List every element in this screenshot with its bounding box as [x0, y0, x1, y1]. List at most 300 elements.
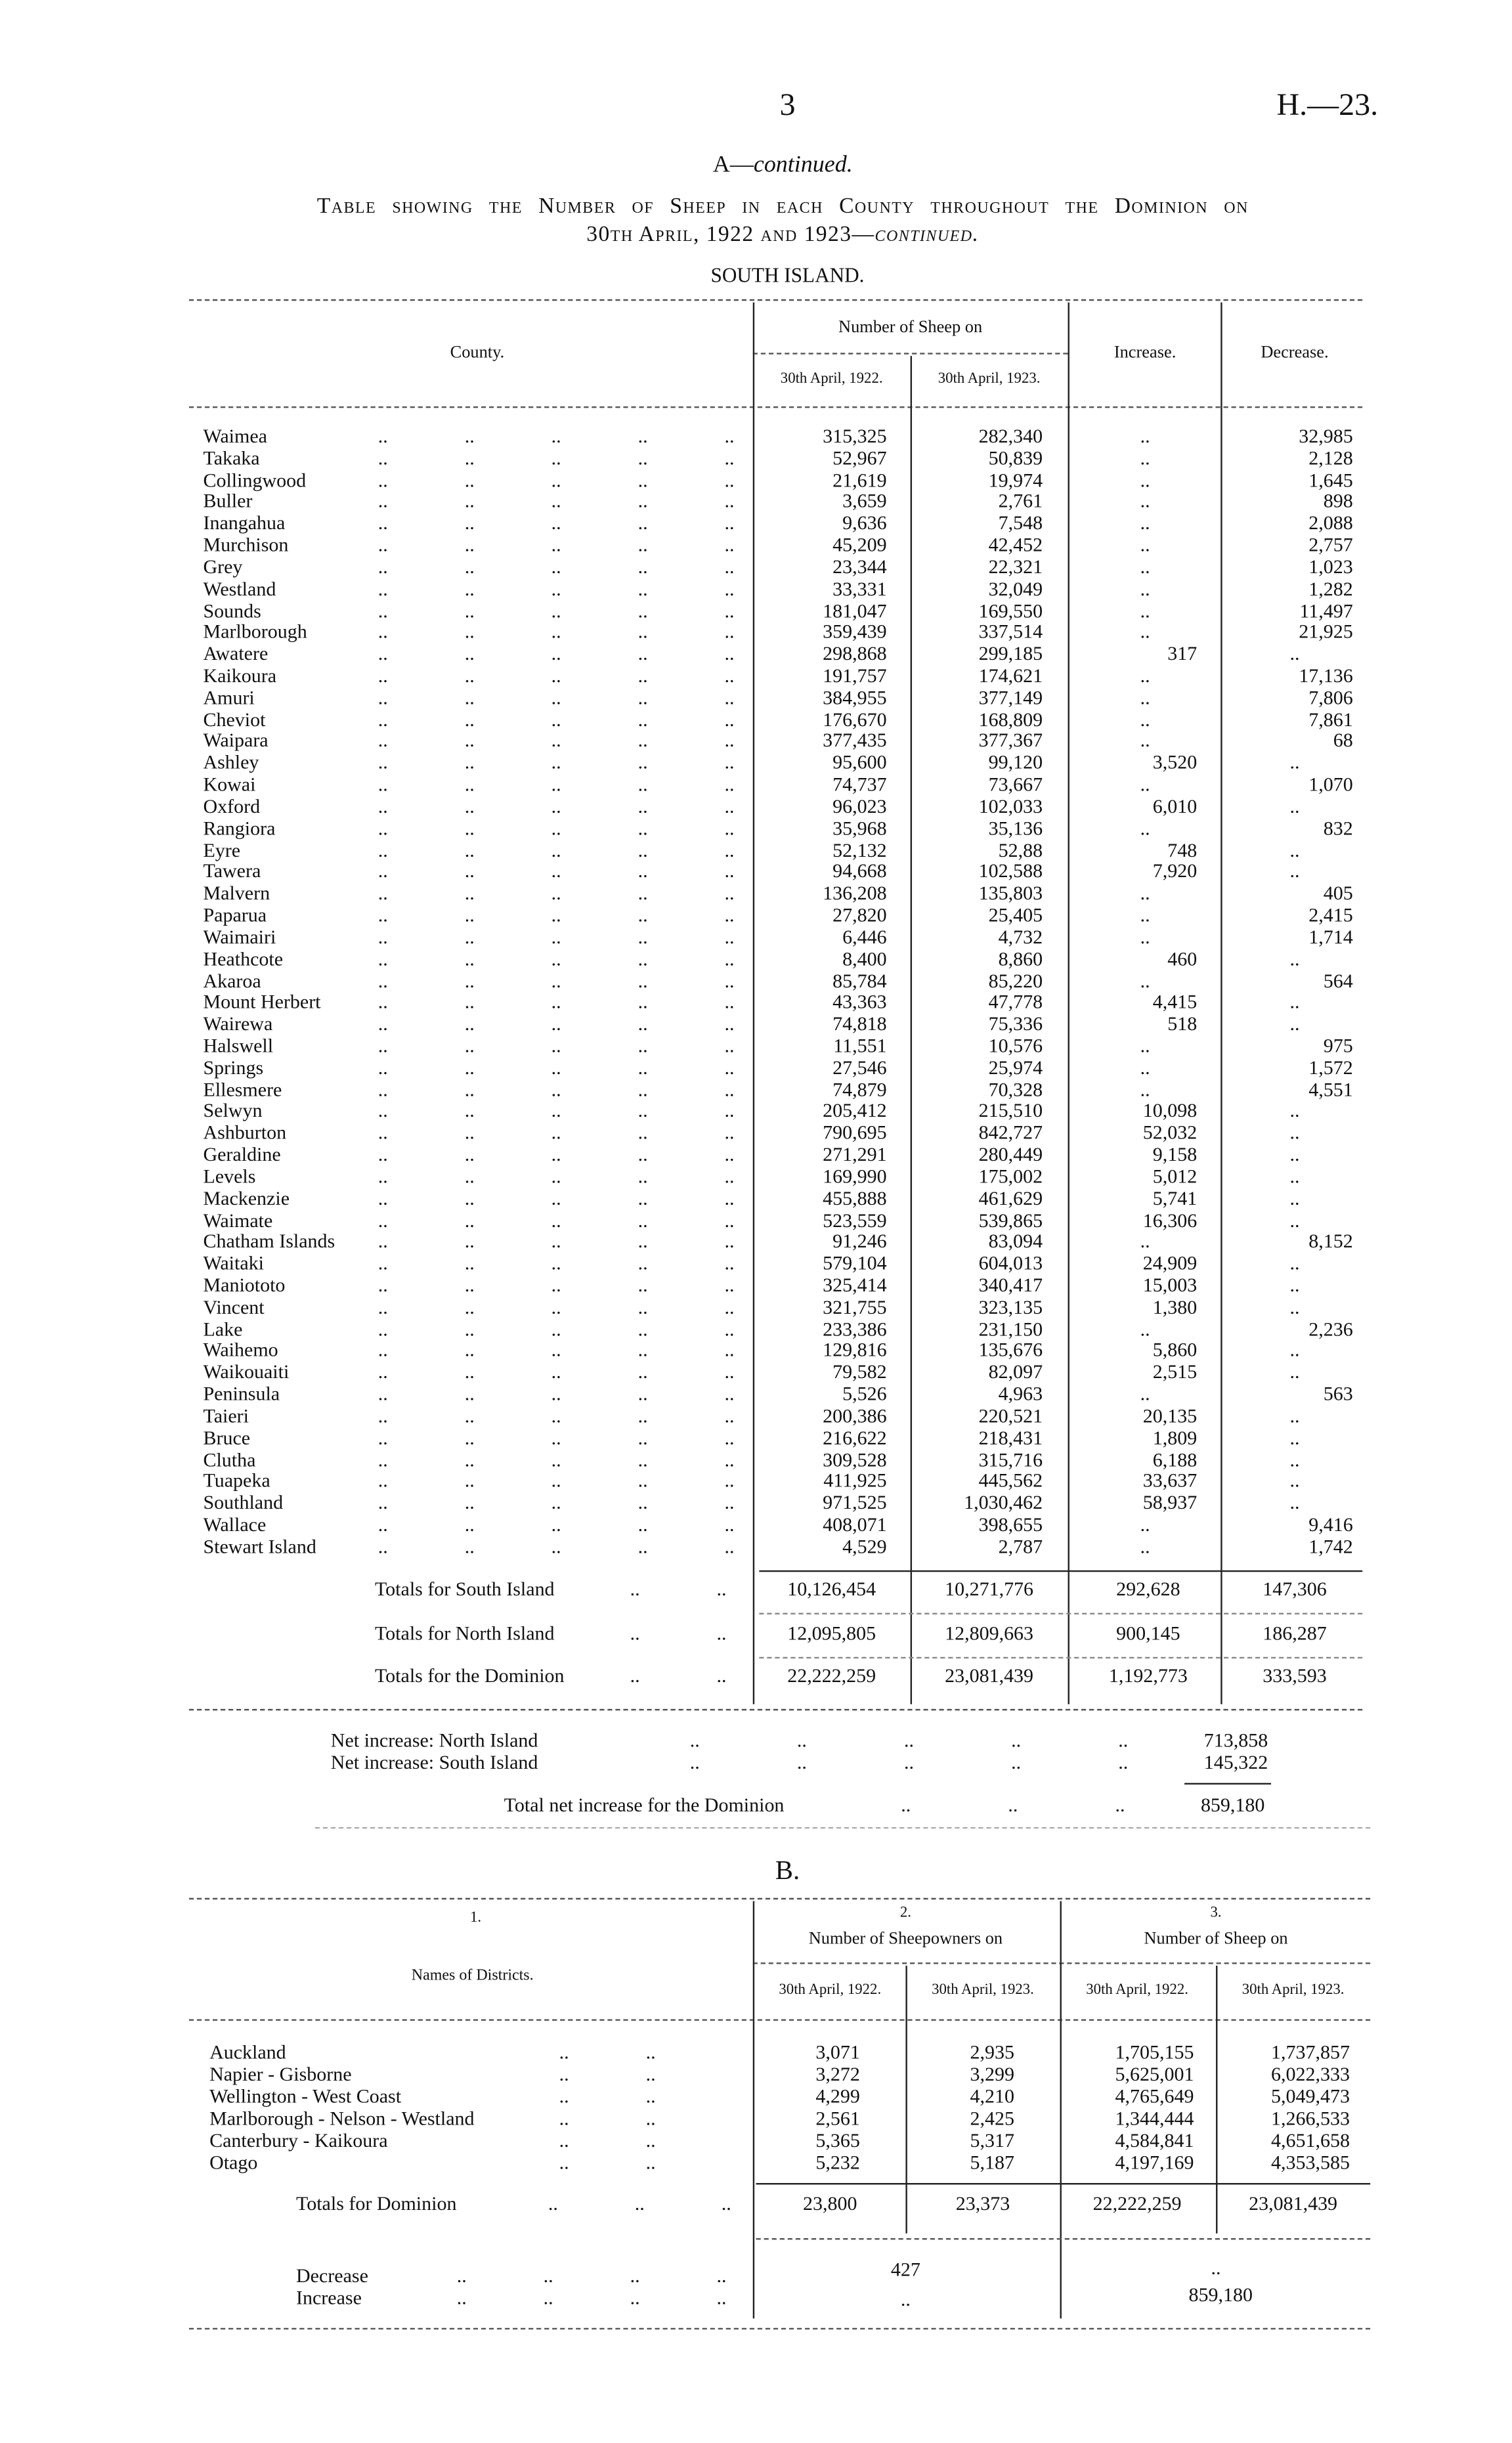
total-1923: 23,081,439	[945, 1665, 1034, 1688]
column-divider	[1220, 303, 1222, 1704]
sheep-1922: 11,551	[833, 1035, 887, 1057]
document-reference: H.—23.	[1276, 88, 1379, 123]
leader-dots: ..	[724, 708, 735, 731]
sheep-1923: 220,521	[978, 1404, 1043, 1427]
leader-dots: ..	[464, 882, 475, 905]
county-name: Waimate	[203, 1209, 273, 1231]
net-increase-north-value: 713,858	[1203, 1729, 1268, 1752]
increase-value: 5,012	[1152, 1165, 1198, 1188]
sheep-1923: 32,049	[988, 577, 1043, 600]
increase-value: 518	[1167, 1012, 1198, 1035]
section-a-heading	[713, 153, 853, 180]
net-increase-south-label: Net increase: South Island	[330, 1751, 538, 1774]
sheep-1922: 408,071	[823, 1513, 887, 1536]
decrease-value: ..	[1289, 1252, 1300, 1275]
totals-rule	[756, 2183, 1371, 2184]
increase-value: ..	[1140, 708, 1150, 731]
sheep-1923-header: 30th April, 1923.	[1242, 1983, 1345, 1999]
leader-dots: ..	[551, 773, 561, 796]
increase-value: ..	[1140, 1056, 1150, 1079]
decrease-value: 9,416	[1308, 1513, 1353, 1536]
sheep-1922: 233,386	[823, 1318, 887, 1340]
sheep-1922: 309,528	[823, 1448, 887, 1471]
sheep-1923: 85,220	[988, 969, 1043, 992]
decrease-value: ..	[1289, 1470, 1300, 1492]
leader-dots: ..	[378, 1121, 388, 1144]
leader-dots: ..	[551, 446, 561, 469]
leader-dots: ..	[464, 1056, 475, 1079]
county-name: Waimairi	[203, 926, 276, 948]
leader-dots: ..	[378, 1492, 388, 1514]
county-name: Ashburton	[203, 1121, 287, 1144]
leader-dots: ..	[551, 1121, 561, 1144]
increase-value: ..	[1140, 773, 1150, 796]
leader-dots: ..	[378, 860, 388, 883]
sheep-1922: 181,047	[823, 599, 887, 622]
sheep-1922: 27,820	[832, 904, 887, 926]
decrease-value: ..	[1289, 1165, 1300, 1188]
leader-dots: ..	[637, 664, 648, 687]
sheep-1922: 3,659	[842, 490, 887, 513]
sheep-1923: 6,022,333	[1270, 2063, 1350, 2086]
sheepowners-header: Number of Sheepowners on	[808, 1929, 1003, 1949]
leader-dots: ..	[724, 1383, 735, 1406]
leader-dots: ..	[724, 926, 735, 948]
increase-value: ..	[1140, 969, 1150, 992]
total-1923: 10,271,776	[945, 1578, 1034, 1601]
leader-dots: ..	[551, 947, 561, 970]
increase-value: ..	[1140, 729, 1150, 752]
sheep-1923: 83,094	[988, 1230, 1043, 1253]
leader-dots: ..	[378, 512, 388, 534]
leader-dots: ..	[724, 1492, 735, 1514]
leader-dots: ..	[630, 1622, 640, 1644]
county-name: Ashley	[203, 752, 259, 774]
leader-dots: ..	[724, 882, 735, 905]
increase-value: 3,520	[1152, 752, 1198, 774]
sheep-1922: 91,246	[832, 1230, 887, 1253]
leader-dots: ..	[716, 2264, 727, 2287]
leader-dots: ..	[464, 860, 475, 883]
column-divider	[753, 1901, 754, 2319]
leader-dots: ..	[464, 1187, 475, 1209]
total-1923: 12,809,663	[945, 1622, 1034, 1644]
section-a-heading-italic: continued.	[753, 152, 853, 179]
decrease-value: 563	[1323, 1383, 1353, 1406]
leader-dots: ..	[378, 882, 388, 905]
table-top-rule	[189, 299, 1362, 301]
leader-dots: ..	[551, 1492, 561, 1514]
leader-dots: ..	[551, 1295, 561, 1318]
leader-dots: ..	[637, 446, 648, 469]
leader-dots: ..	[637, 1448, 648, 1471]
decrease-value: ..	[1289, 947, 1300, 970]
sheep-1922: 23,344	[832, 555, 887, 578]
leader-dots: ..	[378, 1100, 388, 1123]
increase-value: ..	[1140, 882, 1150, 905]
leader-dots: ..	[724, 490, 735, 513]
decrease-value: ..	[1289, 1187, 1300, 1209]
leader-dots: ..	[551, 599, 561, 622]
total-1922: 22,222,259	[787, 1665, 876, 1688]
leader-dots: ..	[637, 621, 648, 643]
leader-dots: ..	[551, 664, 561, 687]
leader-dots: ..	[637, 1513, 648, 1536]
leader-dots: ..	[464, 599, 475, 622]
county-name: Murchison	[203, 534, 289, 557]
decrease-value: ..	[1289, 1012, 1300, 1035]
leader-dots: ..	[464, 469, 475, 491]
leader-dots: ..	[464, 795, 475, 817]
leader-dots: ..	[378, 577, 388, 600]
leader-dots: ..	[378, 708, 388, 731]
leader-dots: ..	[464, 1448, 475, 1471]
sheep-1922: 74,818	[832, 1012, 887, 1035]
leader-dots: ..	[378, 1187, 388, 1209]
leader-dots: ..	[464, 1230, 475, 1253]
county-name: Rangiora	[203, 817, 276, 840]
leader-dots: ..	[637, 643, 648, 665]
decrease-label: Decrease	[296, 2264, 368, 2287]
decrease-value: 1,572	[1308, 1056, 1353, 1079]
sheep-1923: 102,588	[978, 860, 1043, 883]
leader-dots: ..	[378, 1383, 388, 1406]
decrease-value: 898	[1323, 490, 1353, 513]
increase-value: 317	[1167, 643, 1198, 665]
total-1922: 10,126,454	[787, 1578, 876, 1601]
header-bottom-rule	[189, 406, 1362, 408]
leader-dots: ..	[378, 817, 388, 840]
leader-dots: ..	[637, 1230, 648, 1253]
leader-dots: ..	[464, 1078, 475, 1100]
leader-dots: ..	[637, 1383, 648, 1406]
sheep-1923: 35,136	[988, 817, 1043, 840]
owners-1923: 2,425	[970, 2107, 1014, 2129]
leader-dots: ..	[551, 425, 561, 448]
decrease-value: ..	[1289, 860, 1300, 883]
increase-value: ..	[1140, 686, 1150, 709]
county-name: Amuri	[203, 686, 255, 709]
sheep-1923: 2,761	[998, 490, 1043, 513]
county-name: Halswell	[203, 1035, 274, 1057]
leader-dots: ..	[464, 1535, 475, 1558]
leader-dots: ..	[724, 1404, 735, 1427]
leader-dots: ..	[551, 926, 561, 948]
sheep-1922: 43,363	[832, 991, 887, 1014]
leader-dots: ..	[716, 1665, 727, 1688]
leader-dots: ..	[378, 729, 388, 752]
leader-dots: ..	[551, 991, 561, 1014]
leader-dots: ..	[637, 599, 648, 622]
sheep-1922: 129,816	[823, 1339, 887, 1362]
region-heading: SOUTH ISLAND.	[710, 263, 865, 287]
leader-dots: ..	[724, 1339, 735, 1362]
leader-dots: ..	[464, 1012, 475, 1035]
leader-dots: ..	[464, 969, 475, 992]
leader-dots: ..	[637, 1339, 648, 1362]
county-column-header: County.	[450, 343, 505, 362]
leader-dots: ..	[724, 947, 735, 970]
county-name: Springs	[203, 1056, 264, 1079]
sheep-1923: 99,120	[988, 752, 1043, 774]
leader-dots: ..	[637, 512, 648, 534]
county-name: Stewart Island	[203, 1535, 316, 1558]
leader-dots: ..	[464, 991, 475, 1014]
leader-dots: ..	[464, 1383, 475, 1406]
leader-dots: ..	[724, 729, 735, 752]
increase-value: 2,515	[1152, 1361, 1198, 1383]
sheep-1923: 25,974	[988, 1056, 1043, 1079]
sheep-1922: 205,412	[823, 1100, 887, 1123]
decrease-value: ..	[1289, 1426, 1300, 1449]
leader-dots: ..	[378, 1078, 388, 1100]
net-increase-south-value: 145,322	[1203, 1751, 1268, 1774]
sheep-1922: 8,400	[842, 947, 887, 970]
leader-dots: ..	[551, 686, 561, 709]
leader-dots: ..	[637, 1535, 648, 1558]
district-name: Canterbury - Kaikoura	[209, 2129, 388, 2151]
leader-dots: ..	[724, 1274, 735, 1297]
leader-dots: ..	[456, 2287, 467, 2309]
total-sheep-1922: 22,222,259	[1092, 2192, 1182, 2215]
owners-1922-header: 30th April, 1922.	[779, 1983, 882, 1999]
leader-dots: ..	[551, 1100, 561, 1123]
leader-dots: ..	[464, 512, 475, 534]
total-decrease: 186,287	[1263, 1622, 1327, 1644]
decrease-value: 1,714	[1308, 926, 1353, 948]
leader-dots: ..	[464, 1274, 475, 1297]
owners-1922: 2,561	[815, 2107, 860, 2129]
sheep-1923: 70,328	[988, 1078, 1043, 1100]
leader-dots: ..	[559, 2129, 569, 2151]
county-name: Ellesmere	[203, 1078, 282, 1100]
owners-1922: 5,365	[815, 2129, 860, 2151]
increase-value: 16,306	[1142, 1209, 1198, 1231]
leader-dots: ..	[551, 1383, 561, 1406]
leader-dots: ..	[551, 1318, 561, 1340]
county-name: Taieri	[203, 1404, 249, 1427]
increase-value: ..	[1140, 817, 1150, 840]
county-name: Bruce	[203, 1426, 251, 1449]
county-name: Levels	[203, 1165, 256, 1188]
leader-dots: ..	[551, 555, 561, 578]
leader-dots: ..	[637, 1100, 648, 1123]
sheep-1922: 579,104	[823, 1252, 887, 1275]
leader-dots: ..	[464, 1404, 475, 1427]
county-name: Waikouaiti	[203, 1361, 290, 1383]
leader-dots: ..	[551, 534, 561, 557]
row-rule	[759, 1613, 1362, 1614]
header-rule	[753, 353, 1068, 354]
divider	[315, 1827, 1370, 1828]
sheep-1922: 27,546	[832, 1056, 887, 1079]
increase-value: 1,380	[1152, 1295, 1198, 1318]
decrease-value: 2,415	[1308, 904, 1353, 926]
leader-dots: ..	[551, 1470, 561, 1492]
leader-dots: ..	[548, 2192, 558, 2215]
sheep-1923: 337,514	[978, 621, 1043, 643]
sheep-1922: 4,529	[842, 1535, 887, 1558]
leader-dots: ..	[724, 904, 735, 926]
total-owners-1922: 23,800	[803, 2192, 857, 2215]
increase-value: 5,741	[1152, 1187, 1198, 1209]
leader-dots: ..	[1118, 1751, 1129, 1774]
county-name: Mount Herbert	[203, 991, 321, 1014]
increase-value: ..	[1140, 1513, 1150, 1536]
sheep-1923: 19,974	[988, 469, 1043, 491]
increase-value: 15,003	[1142, 1274, 1198, 1297]
increase-value: ..	[1140, 904, 1150, 926]
sheep-1922: 21,619	[832, 469, 887, 491]
leader-dots: ..	[378, 490, 388, 513]
leader-dots: ..	[724, 1187, 735, 1209]
sheep-1922: 455,888	[823, 1187, 887, 1209]
leader-dots: ..	[724, 1513, 735, 1536]
leader-dots: ..	[630, 1578, 640, 1601]
sheep-1923: 102,033	[978, 795, 1043, 817]
leader-dots: ..	[1011, 1751, 1022, 1774]
sheep-1923: 282,340	[978, 425, 1043, 448]
leader-dots: ..	[378, 795, 388, 817]
col1-number: 1.	[469, 1910, 482, 1926]
leader-dots: ..	[464, 1339, 475, 1362]
leader-dots: ..	[630, 2264, 640, 2287]
increase-value: ..	[1140, 555, 1150, 578]
leader-dots: ..	[630, 2287, 640, 2309]
county-name: Paparua	[203, 904, 267, 926]
owners-1922: 3,071	[815, 2041, 860, 2064]
leader-dots: ..	[464, 534, 475, 557]
leader-dots: ..	[378, 904, 388, 926]
leader-dots: ..	[551, 1404, 561, 1427]
leader-dots: ..	[464, 446, 475, 469]
county-name: Wallace	[203, 1513, 267, 1536]
sheep-1922: 216,622	[823, 1426, 887, 1449]
leader-dots: ..	[464, 729, 475, 752]
county-name: Marlborough	[203, 621, 307, 643]
leader-dots: ..	[637, 1209, 648, 1231]
leader-dots: ..	[724, 534, 735, 557]
increase-value: ..	[1140, 512, 1150, 534]
sheep-1922: 4,584,841	[1115, 2129, 1194, 2151]
leader-dots: ..	[724, 1143, 735, 1166]
sheep-header: Number of Sheep on	[1144, 1929, 1288, 1949]
sheep-1923: 75,336	[988, 1012, 1043, 1035]
leader-dots: ..	[378, 1012, 388, 1035]
leader-dots: ..	[724, 817, 735, 840]
leader-dots: ..	[637, 773, 648, 796]
county-name: Mackenzie	[203, 1187, 290, 1209]
leader-dots: ..	[1011, 1729, 1022, 1752]
increase-value: 20,135	[1142, 1404, 1198, 1427]
leader-dots: ..	[637, 708, 648, 731]
increase-value: 7,920	[1152, 860, 1198, 883]
district-name: Marlborough - Nelson - Westland	[209, 2107, 475, 2129]
leader-dots: ..	[464, 643, 475, 665]
leader-dots: ..	[559, 2041, 569, 2064]
leader-dots: ..	[551, 1513, 561, 1536]
decrease-value: 564	[1323, 969, 1353, 992]
leader-dots: ..	[551, 1448, 561, 1471]
increase-value: ..	[1140, 1318, 1150, 1340]
sheep-1922: 384,955	[823, 686, 887, 709]
leader-dots: ..	[551, 1035, 561, 1057]
col2-number: 2.	[899, 1905, 911, 1922]
decrease-value: 1,282	[1308, 577, 1353, 600]
increase-value: 1,809	[1152, 1426, 1198, 1449]
leader-dots: ..	[637, 947, 648, 970]
leader-dots: ..	[637, 817, 648, 840]
sheep-1923: 52,88	[998, 838, 1043, 861]
sheep-1923: 25,405	[988, 904, 1043, 926]
leader-dots: ..	[724, 1361, 735, 1383]
leader-dots: ..	[378, 1535, 388, 1558]
increase-value: 9,158	[1152, 1143, 1198, 1166]
sheep-1923: 231,150	[978, 1318, 1043, 1340]
leader-dots: ..	[378, 1035, 388, 1057]
date-1923-header: 30th April, 1923.	[938, 372, 1041, 388]
leader-dots: ..	[551, 969, 561, 992]
leader-dots: ..	[637, 1318, 648, 1340]
leader-dots: ..	[559, 2085, 569, 2108]
decrease-value: 11,497	[1299, 599, 1353, 622]
decrease-value: ..	[1289, 1404, 1300, 1427]
sheep-1922: 325,414	[823, 1274, 887, 1297]
increase-value: 748	[1167, 838, 1198, 861]
totals-label: Totals for North Island	[374, 1622, 555, 1644]
decrease-value: ..	[1289, 1121, 1300, 1144]
leader-dots: ..	[724, 555, 735, 578]
decrease-value: 1,023	[1308, 555, 1353, 578]
leader-dots: ..	[464, 817, 475, 840]
leader-dots: ..	[724, 643, 735, 665]
leader-dots: ..	[378, 446, 388, 469]
increase-value: 33,637	[1142, 1470, 1198, 1492]
sheep-1923: 50,839	[988, 446, 1043, 469]
leader-dots: ..	[378, 1318, 388, 1340]
owners-1923: 4,210	[970, 2085, 1014, 2108]
leader-dots: ..	[637, 1035, 648, 1057]
leader-dots: ..	[378, 1056, 388, 1079]
owners-1922: 5,232	[815, 2150, 860, 2173]
increase-value: 460	[1167, 947, 1198, 970]
increase-value: ..	[1140, 926, 1150, 948]
owners-1922: 4,299	[815, 2085, 860, 2108]
leader-dots: ..	[724, 686, 735, 709]
leader-dots: ..	[724, 664, 735, 687]
sheep-1923: 73,667	[988, 773, 1043, 796]
leader-dots: ..	[724, 795, 735, 817]
county-name: Cheviot	[203, 708, 266, 731]
sheep-1922: 45,209	[832, 534, 887, 557]
sheep-1923: 1,266,533	[1270, 2107, 1350, 2129]
leader-dots: ..	[1118, 1729, 1129, 1752]
leader-dots: ..	[464, 838, 475, 861]
leader-dots: ..	[464, 752, 475, 774]
increase-value: 5,860	[1152, 1339, 1198, 1362]
table-title-line-2	[586, 224, 979, 249]
leader-dots: ..	[724, 969, 735, 992]
sheep-1923: 1,737,857	[1270, 2041, 1350, 2064]
sheep-1923: 8,860	[998, 947, 1043, 970]
leader-dots: ..	[637, 882, 648, 905]
leader-dots: ..	[637, 1078, 648, 1100]
leader-dots: ..	[464, 1492, 475, 1514]
leader-dots: ..	[724, 621, 735, 643]
leader-dots: ..	[637, 1143, 648, 1166]
sheep-1923: 175,002	[978, 1165, 1043, 1188]
leader-dots: ..	[637, 1187, 648, 1209]
